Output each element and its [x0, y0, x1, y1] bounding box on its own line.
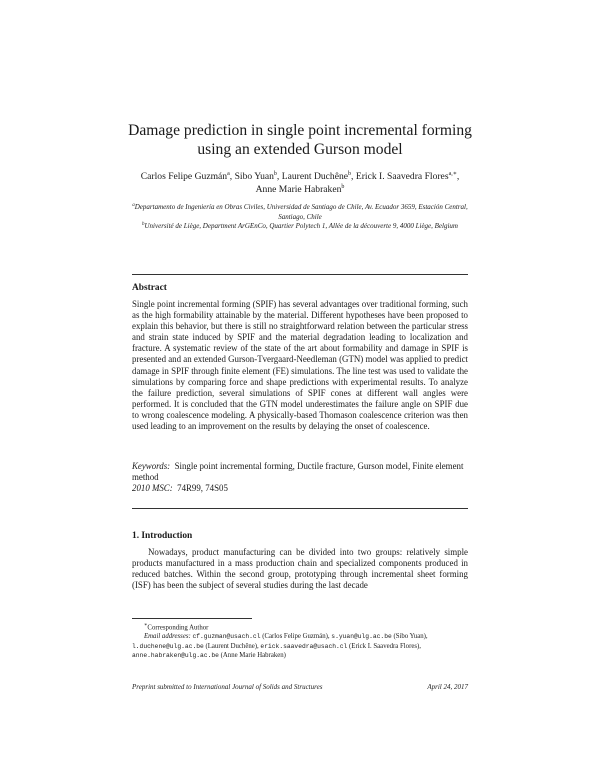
affiliation-b: $^b$Université de Liège, Department ArGEnCo, Quartier Polytech 1, Allée de la découverte 9, 4000 Liège, Belgium: [141, 222, 458, 231]
affiliations: [128, 203, 472, 232]
author-name: Anne Marie Habraken: [255, 184, 342, 195]
paper-title: [60, 121, 540, 159]
author-affil-mark: a: [227, 171, 230, 177]
author-affil-mark: b: [348, 171, 352, 177]
email-link[interactable]: s.yuan@ulg.ac.be: [331, 633, 392, 641]
footnote-rule: [132, 618, 252, 619]
abstract-heading: Abstract: [132, 283, 167, 293]
author-affil-mark: a,∗: [448, 171, 457, 177]
footer-journal: Preprint submitted to International Journal of Solids and Structures: [132, 683, 323, 691]
abstract-text: Single point incremental forming (SPIF) has several advantages over traditional forming, such as the high formability attainable by the material. Different hypotheses have been proposed to explain this behavior, but there is still no straightforward relation between the particular stress and strain state induced by SPIF and the material degradation leading to localization and fracture. A systematic review of the state of the art about formability and damage in SPIF is presented and an extended Gurson-Tvergaard-Needleman (GTN) model was applied to predict damage in SPIF through finite element (FE) simulations. The line test was used to validate the simulations by comparing force and shape predictions with experimental results. To analyze the failure prediction, several simulations of SPIF cones at different wall angles were performed. It is concluded that the GTN model underestimates the failure angle on SPIF due to wrong coalescence modeling. A physically-based Thomason coalescence criterion was then used leading to an improvement on the results by delaying the onset of coalescence.: [132, 299, 468, 432]
author-name: Sibo Yuan: [234, 171, 274, 182]
keywords-text: Single point incremental forming, Ductile fracture, Gurson model, Finite element method: [132, 461, 464, 483]
email-link[interactable]: l.duchene@ulg.ac.be: [132, 642, 204, 650]
email-link[interactable]: erick.saavedra@usach.cl: [260, 642, 348, 650]
author-name: Laurent Duchêne: [281, 171, 349, 182]
title-line-2: using an extended Gurson model: [197, 141, 403, 158]
email-link[interactable]: cf.guzman@usach.cl: [192, 633, 261, 641]
email-link[interactable]: anne.habraken@ulg.ac.be: [132, 651, 219, 659]
abstract-bottom-rule: [132, 508, 468, 509]
title-line-1: Damage prediction in single point incremental forming: [128, 122, 472, 139]
author-name: Carlos Felipe Guzmán: [140, 171, 228, 182]
msc-text: 74R99, 74S05: [177, 483, 228, 494]
keywords-block: [132, 461, 468, 494]
section-heading-introduction: 1. Introduction: [132, 531, 193, 541]
affiliation-a: $^a$Departamento de Ingeniería en Obras Civiles, Universidad de Santiago de Chile, Av. Ecuador 3659, Estación Central, Santiago, Chile: [132, 203, 468, 221]
corresponding-author-note: Corresponding Author: [147, 624, 209, 632]
introduction-paragraph: Nowadays, product manufacturing can be divided into two groups: relatively simple products manufactured in a mass production chain and specialized components produced in reduced batches. Within the second group, prototyping through incremental sheet forming (ISF) has been the subject of several studies during the last decade: [132, 547, 468, 591]
author-name: Erick I. Saavedra Flores: [355, 171, 449, 182]
page-footer: [132, 683, 468, 691]
author-affil-mark: b: [341, 184, 345, 190]
author-affil-mark: b: [273, 171, 277, 177]
abstract-top-rule: [132, 274, 468, 275]
footnotes: ∗Corresponding Author Email addresses: cf.guzman@usach.cl (Carlos Felipe Guzmán), s.yuan@ulg.ac.be (Sibo Yuan), l.duchene@ulg.ac.be (Laurent Duchêne), erick.saavedra@usach.cl (Erick I. Saavedra Flores), anne.habraken@ulg.ac.be (Anne Marie Habraken): [132, 623, 428, 659]
email-label: Email addresses:: [144, 633, 191, 641]
keywords-label: Keywords:: [132, 461, 171, 471]
msc-label: 2010 MSC:: [132, 483, 173, 494]
author-list: Carlos Felipe Guzmán$^a$, Sibo Yuan$^b$, Laurent Duchêne$^b$, Erick I. Saavedra Flores$^{a,∗}$, Anne Marie Habraken$^b$: [140, 171, 460, 195]
footer-date: April 24, 2017: [427, 683, 468, 691]
